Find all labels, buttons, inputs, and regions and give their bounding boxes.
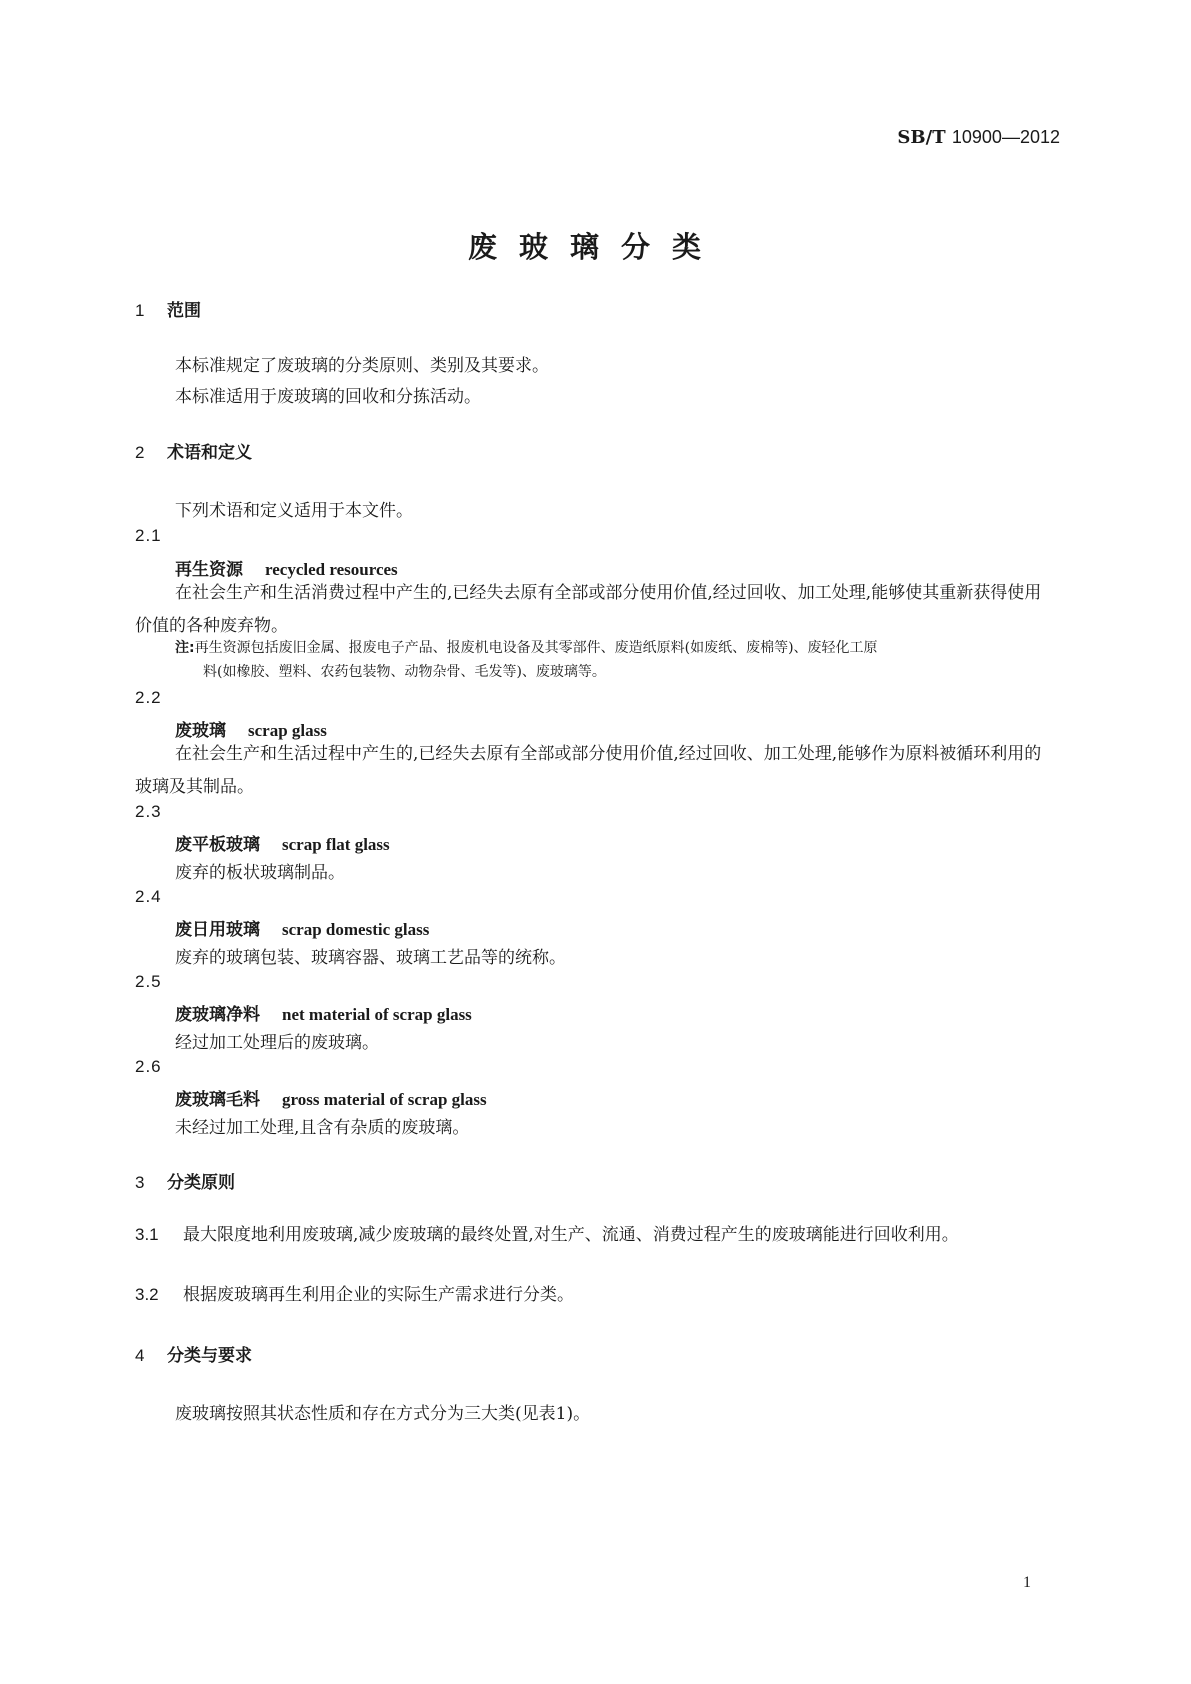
- clause-text: 根据废玻璃再生利用企业的实际生产需求进行分类。: [183, 1285, 574, 1305]
- section-4-heading: [135, 1341, 252, 1366]
- term-heading: [175, 1085, 487, 1110]
- section-title: 分类与要求: [167, 1346, 252, 1366]
- term-zh: 废日用玻璃: [175, 920, 260, 940]
- term-number: 2.5: [135, 972, 162, 991]
- term-heading: [175, 1000, 472, 1025]
- section-number: 2: [135, 443, 145, 462]
- clause-text: 最大限度地利用废玻璃,减少废玻璃的最终处置,对生产、流通、消费过程产生的废玻璃能进行回收利用。: [183, 1225, 959, 1245]
- term-zh: 废玻璃: [175, 721, 226, 741]
- term-definition: 废弃的玻璃包装、玻璃容器、玻璃工艺品等的统称。: [175, 948, 566, 968]
- term-number: 2.3: [135, 802, 162, 821]
- section-number: 1: [135, 301, 145, 320]
- term-number: 2.4: [135, 887, 162, 906]
- section-number: 3: [135, 1173, 145, 1192]
- standard-code-prefix: SB/T: [897, 127, 946, 148]
- term-number: 2.6: [135, 1057, 162, 1076]
- term-zh: 废玻璃净料: [175, 1005, 260, 1025]
- paragraph: 下列术语和定义适用于本文件。: [175, 501, 413, 521]
- clause-number: 3.2: [135, 1285, 159, 1304]
- section-2-heading: [135, 438, 252, 463]
- clause: [135, 1278, 1056, 1312]
- section-title: 术语和定义: [167, 443, 252, 463]
- section-title: 范围: [167, 301, 201, 321]
- term-en: scrap domestic glass: [282, 920, 430, 939]
- term-en: scrap flat glass: [282, 835, 390, 854]
- term-note: [175, 636, 1056, 684]
- section-number: 4: [135, 1346, 145, 1365]
- term-zh: 再生资源: [175, 560, 243, 580]
- paragraph: 废玻璃按照其状态性质和存在方式分为三大类(见表1)。: [175, 1404, 591, 1424]
- term-zh: 废平板玻璃: [175, 835, 260, 855]
- section-1-heading: [135, 296, 201, 321]
- document-title: 废玻璃分类: [467, 230, 723, 264]
- paragraph: 本标准适用于废玻璃的回收和分拣活动。: [175, 387, 481, 407]
- term-number: 2.1: [135, 526, 162, 545]
- note-text-line2: 料(如橡胶、塑料、农药包装物、动物杂骨、毛发等)、废玻璃等。: [203, 664, 606, 680]
- term-heading: [175, 915, 429, 940]
- standard-code-number: 10900—2012: [951, 127, 1060, 147]
- term-en: recycled resources: [265, 560, 398, 579]
- term-heading: [175, 830, 390, 855]
- term-definition: 未经过加工处理,且含有杂质的废玻璃。: [175, 1118, 470, 1138]
- term-en: gross material of scrap glass: [282, 1090, 487, 1109]
- term-zh: 废玻璃毛料: [175, 1090, 260, 1110]
- term-definition: 废弃的板状玻璃制品。: [175, 863, 345, 883]
- standard-code: [897, 127, 1060, 148]
- note-text-line1: 再生资源包括废旧金属、报废电子产品、报废机电设备及其零部件、废造纸原料(如废纸、废棉等)、废轻化工原: [194, 640, 878, 656]
- term-en: net material of scrap glass: [282, 1005, 472, 1024]
- paragraph: 本标准规定了废玻璃的分类原则、类别及其要求。: [175, 356, 549, 376]
- term-en: scrap glass: [248, 721, 327, 740]
- page-number: 1: [1023, 1574, 1031, 1591]
- section-3-heading: [135, 1168, 235, 1193]
- term-definition: 经过加工处理后的废玻璃。: [175, 1033, 379, 1053]
- clause-number: 3.1: [135, 1225, 159, 1244]
- term-definition: 在社会生产和生活过程中产生的,已经失去原有全部或部分使用价值,经过回收、加工处理,能够作为原料被循环利用的玻璃及其制品。: [135, 744, 1042, 797]
- term-number: 2.2: [135, 688, 162, 707]
- clause: [135, 1218, 1056, 1252]
- section-title: 分类原则: [167, 1173, 235, 1193]
- term-definition: 在社会生产和生活消费过程中产生的,已经失去原有全部或部分使用价值,经过回收、加工处理,能够使其重新获得使用价值的各种废弃物。: [135, 583, 1042, 636]
- note-label: 注:: [175, 640, 195, 656]
